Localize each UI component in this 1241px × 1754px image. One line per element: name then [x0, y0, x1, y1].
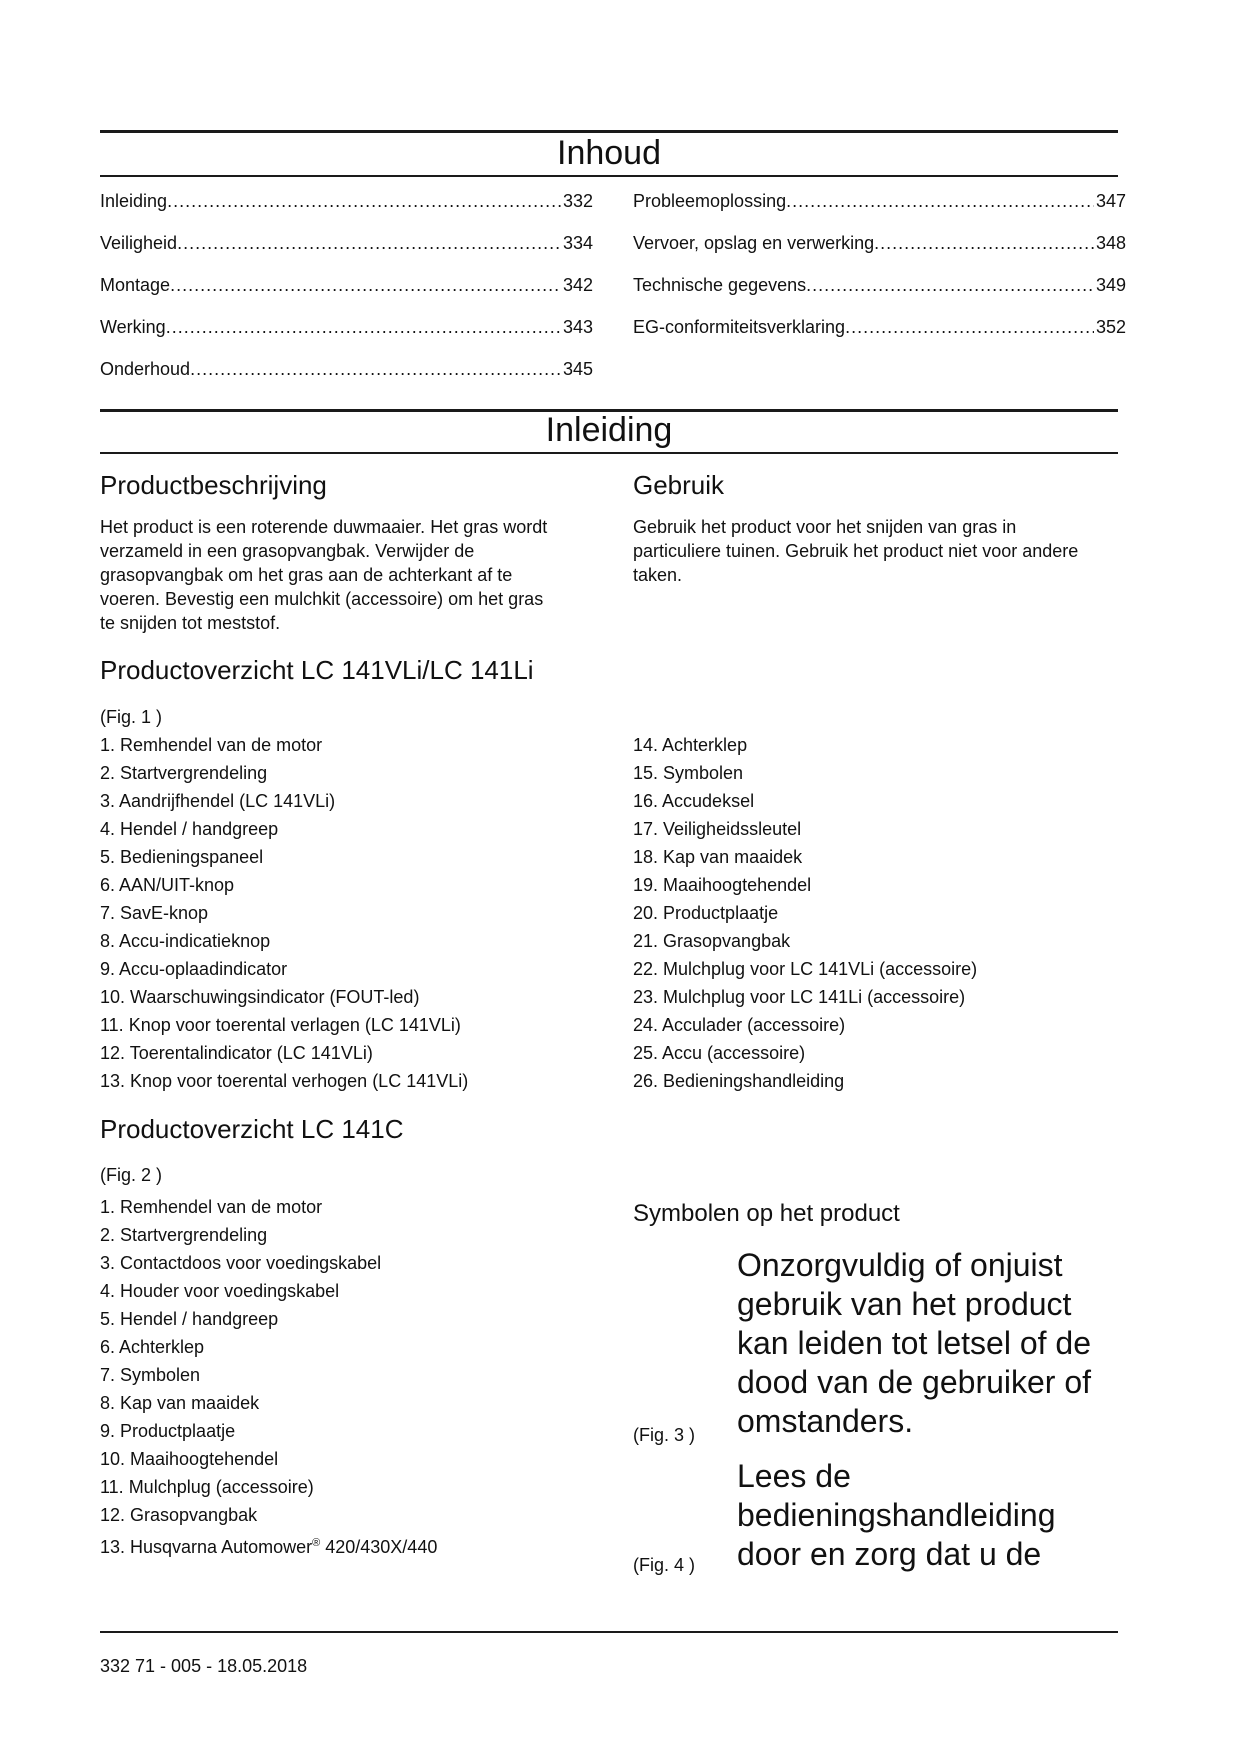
toc-entry-montage[interactable]: Montage ..... 342	[100, 274, 593, 316]
overzicht-1-list-right	[633, 731, 977, 1095]
list-item: 13. Knop voor toerental verhogen (LC 141VLi)	[100, 1071, 469, 1091]
list-item: 6. Achterklep	[100, 1337, 205, 1357]
list-item: 11. Mulchplug (accessoire)	[100, 1477, 314, 1497]
list-item: 13. Husqvarna Automower® 420/430X/440	[100, 1537, 438, 1557]
list-item: 5. Hendel / handgreep	[100, 1309, 279, 1329]
list-item: 26. Bedieningshandleiding	[633, 1071, 845, 1091]
toc-entry-eg-conformiteit[interactable]: EG-conformiteitsverklaring ..... 352	[633, 316, 1126, 358]
list-item: 4. Hendel / handgreep	[100, 819, 279, 839]
list-item: 20. Productplaatje	[633, 903, 779, 923]
list-item: 2. Startvergrendeling	[100, 1225, 268, 1245]
footer-rule	[100, 1631, 1118, 1633]
list-item: 4. Houder voor voedingskabel	[100, 1281, 340, 1301]
toc-title: Inhoud	[557, 134, 661, 172]
list-item: 2. Startvergrendeling	[100, 763, 268, 783]
list-item: 6. AAN/UIT-knop	[100, 875, 235, 895]
fig-3-label: (Fig. 3 )	[633, 1425, 696, 1445]
inleiding-title: Inleiding	[545, 411, 673, 449]
list-item: 12. Grasopvangbak	[100, 1505, 258, 1525]
list-item: 15. Symbolen	[633, 763, 744, 783]
fig-1-label: (Fig. 1 )	[100, 707, 163, 727]
list-item: 24. Acculader (accessoire)	[633, 1015, 846, 1035]
toc-left-column	[100, 190, 593, 400]
fig-4-label: (Fig. 4 )	[633, 1555, 696, 1575]
list-item: 16. Accudeksel	[633, 791, 755, 811]
list-item: 25. Accu (accessoire)	[633, 1043, 806, 1063]
list-item: 21. Grasopvangbak	[633, 931, 791, 951]
toc-entry-onderhoud[interactable]: Onderhoud ..... 345	[100, 358, 593, 400]
overzicht-1-list-left	[100, 731, 468, 1095]
fig-4-symbol-text: Lees de bedieningshandleiding door en zorg dat u de	[737, 1458, 1056, 1572]
toc-entry-inleiding[interactable]: Inleiding ..... 332	[100, 190, 593, 232]
list-item: 22. Mulchplug voor LC 141VLi (accessoire)	[633, 959, 978, 979]
footer-doc-number: 332 71 - 005 - 18.05.2018	[100, 1656, 308, 1676]
productoverzicht-1-heading: Productoverzicht LC 141VLi/LC 141Li	[100, 655, 534, 685]
toc-entry-vervoer[interactable]: Vervoer, opslag en verwerking ..... 348	[633, 232, 1126, 274]
toc-entry-veiligheid[interactable]: Veiligheid ..... 334	[100, 232, 593, 274]
productbeschrijving-heading: Productbeschrijving	[100, 470, 327, 500]
list-item: 17. Veiligheidssleutel	[633, 819, 802, 839]
list-item: 9. Productplaatje	[100, 1421, 236, 1441]
list-item: 9. Accu-oplaadindicator	[100, 959, 288, 979]
inleiding-rule-2	[100, 452, 1118, 454]
list-item: 7. SavE-knop	[100, 903, 209, 923]
productoverzicht-2-heading: Productoverzicht LC 141C	[100, 1114, 404, 1144]
list-item: 18. Kap van maaidek	[633, 847, 803, 867]
top-rule-2	[100, 175, 1118, 177]
list-item: 14. Achterklep	[633, 735, 748, 755]
list-item: 12. Toerentalindicator (LC 141VLi)	[100, 1043, 373, 1063]
toc-entry-probleemoplossing[interactable]: Probleemoplossing ..... 347	[633, 190, 1126, 232]
list-item: 7. Symbolen	[100, 1365, 201, 1385]
toc-entry-werking[interactable]: Werking ..... 343	[100, 316, 593, 358]
toc-entry-technische-gegevens[interactable]: Technische gegevens ..... 349	[633, 274, 1126, 316]
toc-right-column	[633, 190, 1126, 358]
symbolen-heading: Symbolen op het product	[633, 1200, 900, 1227]
list-item: 23. Mulchplug voor LC 141Li (accessoire)	[633, 987, 966, 1007]
list-item: 8. Accu-indicatieknop	[100, 931, 271, 951]
productbeschrijving-text: Het product is een roterende duwmaaier. Het gras wordt verzameld in een grasopvangbak. Verwijder de grasopvangbak om het gras aan de achterkant af te voeren. Bevestig een mulchkit (accessoire) om het gras te snijden tot meststof.	[100, 517, 548, 633]
fig-3-symbol-text: Onzorgvuldig of onjuist gebruik van het product kan leiden tot letsel of de dood van de gebruiker of omstanders.	[737, 1247, 1092, 1439]
list-item: 11. Knop voor toerental verlagen (LC 141VLi)	[100, 1015, 461, 1035]
list-item: 5. Bedieningspaneel	[100, 847, 264, 867]
gebruik-heading: Gebruik	[633, 470, 725, 500]
list-item: 1. Remhendel van de motor	[100, 735, 323, 755]
list-item: 19. Maaihoogtehendel	[633, 875, 812, 895]
list-item: 8. Kap van maaidek	[100, 1393, 260, 1413]
gebruik-text: Gebruik het product voor het snijden van gras in particuliere tuinen. Gebruik het product niet voor andere taken.	[633, 517, 1079, 585]
list-item: 3. Contactdoos voor voedingskabel	[100, 1253, 382, 1273]
overzicht-2-list	[100, 1193, 437, 1557]
list-item: 3. Aandrijfhendel (LC 141VLi)	[100, 791, 336, 811]
list-item: 1. Remhendel van de motor	[100, 1197, 323, 1217]
fig-2-label: (Fig. 2 )	[100, 1165, 163, 1185]
list-item: 10. Waarschuwingsindicator (FOUT-led)	[100, 987, 420, 1007]
list-item: 10. Maaihoogtehendel	[100, 1449, 279, 1469]
